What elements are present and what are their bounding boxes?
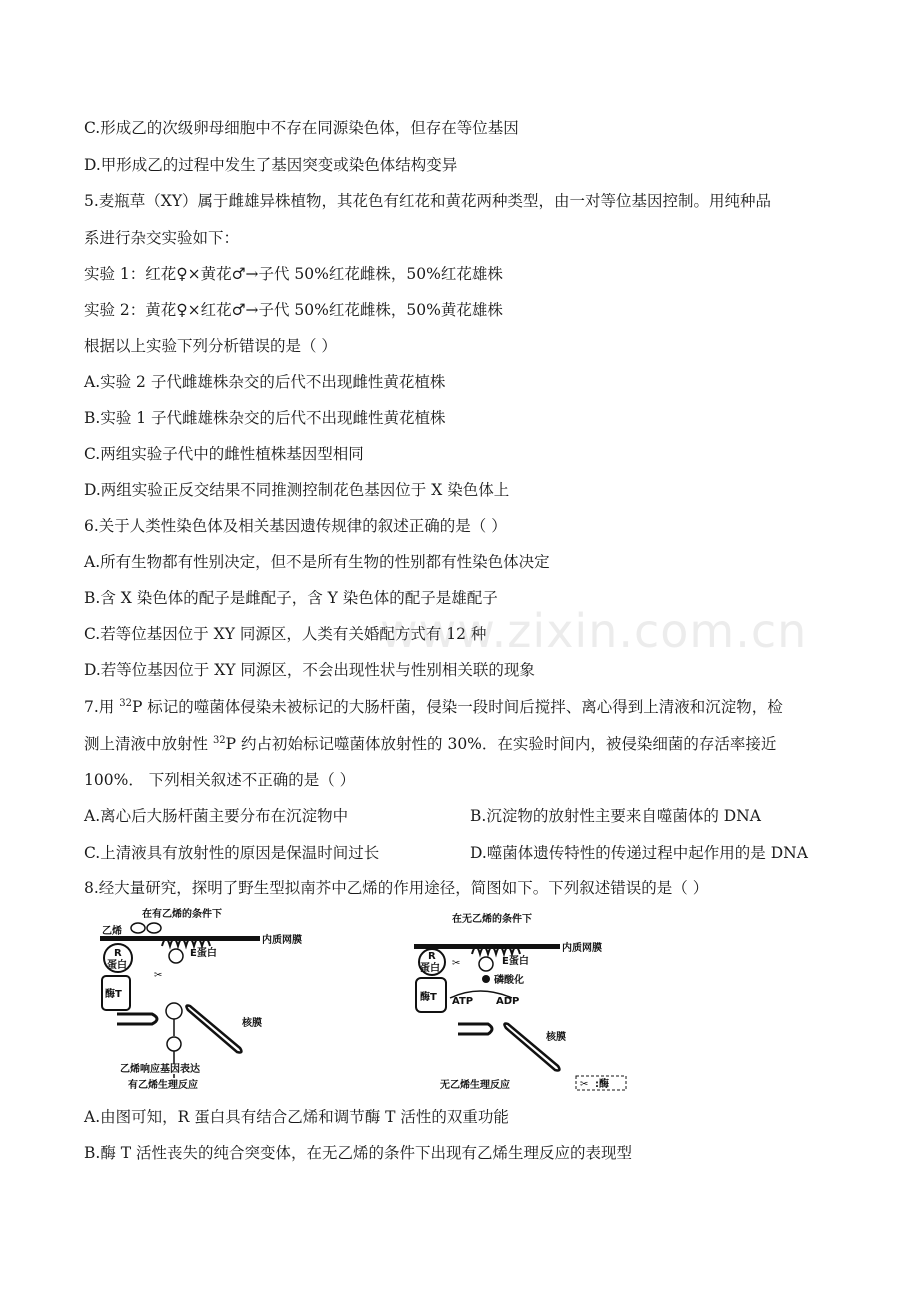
atp-label: ATP [452, 996, 474, 1007]
diagram-with-ethylene [92, 906, 322, 1091]
q8-stem: 8.经大量研究，探明了野生型拟南芥中乙烯的作用途径，简图如下。下列叙述错误的是（ ） [84, 879, 709, 897]
nuclear-membrane [186, 1006, 241, 1053]
phosphorylation-label: 磷酸化 [494, 975, 524, 986]
q6-stem: 6.关于人类性染色体及相关基因遗传规律的叙述正确的是（ ） [84, 517, 507, 535]
cleaved-fragment [166, 1003, 182, 1019]
q6-option-c: C.若等位基因位于 XY 同源区，人类有关婚配方式有 12 种 [84, 625, 487, 643]
q5-option-d: D.两组实验正反交结果不同推测控制花色基因位于 X 染色体上 [84, 481, 510, 499]
diagram-right-title: 在无乙烯的条件下 [452, 914, 532, 925]
scissors-icon: ✂ [154, 970, 163, 981]
gene-expression-label: 乙烯响应基因表达 [120, 1064, 200, 1075]
q6-option-d: D.若等位基因位于 XY 同源区，不会出现性状与性别相关联的现象 [84, 661, 535, 679]
e-protein-label: E蛋白 [502, 956, 529, 967]
svg-text:酶T: 酶T [420, 992, 437, 1003]
e-protein-label: E蛋白 [190, 948, 217, 959]
ethylene-molecule [147, 923, 161, 933]
q6-option-a: A.所有生物都有性别决定，但不是所有生物的性别都有性染色体决定 [84, 553, 550, 571]
q5-stem-line1: 5.麦瓶草（XY）属于雌雄异株植物，其花色有红花和黄花两种类型，由一对等位基因控制。用纯种品 [84, 192, 772, 210]
response-label: 有乙烯生理反应 [128, 1080, 198, 1091]
nuclear-pore [458, 1024, 492, 1034]
q5-experiment-2: 实验 2：黄花♀×红花♂→子代 50%红花雌株，50%黄花雄株 [84, 301, 503, 319]
q6-option-b: B.含 X 染色体的配子是雌配子，含 Y 染色体的配子是雄配子 [84, 589, 498, 607]
ethylene-label: 乙烯 [102, 926, 122, 937]
q5-option-b: B.实验 1 子代雌雄株杂交的后代不出现雌性黄花植株 [84, 409, 446, 427]
membrane-label: 内质网膜 [562, 943, 602, 954]
q7-option-c: C.上清液具有放射性的原因是保温时间过长 [84, 844, 380, 862]
svg-text:酶T: 酶T [105, 989, 122, 1000]
nuclear-membrane-label: 核膜 [546, 1032, 566, 1043]
membrane-label: 内质网膜 [262, 935, 302, 946]
nuclear-pore-left [117, 1014, 157, 1024]
q4-option-d: D.甲形成乙的过程中发生了基因突变或染色体结构变异 [84, 156, 458, 174]
ethylene-molecule [131, 923, 145, 933]
q7-option-d: D.噬菌体遗传特性的传递过程中起作用的是 DNA [470, 844, 808, 862]
nuclear-membrane-label: 核膜 [242, 1018, 262, 1029]
er-membrane [414, 944, 560, 949]
svg-text:蛋白: 蛋白 [107, 960, 127, 971]
q4-option-c: C.形成乙的次级卵母细胞中不存在同源染色体，但存在等位基因 [84, 119, 519, 137]
watermark: www.zixin.com.cn [380, 604, 808, 658]
q7-stem-line2: 测上清液中放射性 $^{32}$P 约占初始标记噬菌体放射性的 30%．在实验时间内，被侵染细菌的存活率接近 [84, 734, 777, 753]
nuclear-membrane [504, 1024, 559, 1071]
svg-text:R: R [114, 948, 122, 959]
legend-label: :酶 [595, 1079, 609, 1090]
fragment-in-nucleus [167, 1037, 181, 1051]
q5-option-c: C.两组实验子代中的雌性植株基因型相同 [84, 445, 364, 463]
q5-option-a: A.实验 2 子代雌雄株杂交的后代不出现雌性黄花植株 [84, 373, 446, 391]
q5-stem-line2: 系进行杂交实验如下： [84, 229, 240, 247]
scissors-icon: ✂ [452, 958, 461, 969]
q5-experiment-1: 实验 1：红花♀×黄花♂→子代 50%红花雌株，50%红花雄株 [84, 265, 503, 283]
svg-text:R: R [428, 951, 436, 962]
e-protein-domain [479, 957, 493, 971]
adp-label: ADP [496, 996, 520, 1007]
phosphate-dot [482, 975, 490, 983]
q7-stem-line3: 100%． 下列相关叙述不正确的是（ ） [84, 771, 356, 789]
q7-option-a: A.离心后大肠杆菌主要分布在沉淀物中 [84, 807, 349, 825]
q7-option-b: B.沉淀物的放射性主要来自噬菌体的 DNA [470, 807, 761, 825]
q8-option-a: A.由图可知，R 蛋白具有结合乙烯和调节酶 T 活性的双重功能 [84, 1108, 509, 1126]
svg-text:蛋白: 蛋白 [420, 963, 440, 974]
diagram-left-title: 在有乙烯的条件下 [142, 909, 222, 920]
legend-scissors-icon: ✂ [580, 1079, 589, 1090]
e-protein-domain [169, 949, 183, 963]
q5-question: 根据以上实验下列分析错误的是（ ） [84, 337, 337, 355]
diagram-without-ethylene [400, 906, 640, 1091]
response-label: 无乙烯生理反应 [440, 1080, 510, 1091]
q8-option-b: B.酶 T 活性丧失的纯合突变体，在无乙烯的条件下出现有乙烯生理反应的表现型 [84, 1144, 633, 1162]
q7-stem-line1: 7.用 $^{32}$P 标记的噬菌体侵染未被标记的大肠杆菌，侵染一段时间后搅拌、离心得到上清液和沉淀物，检 [84, 697, 783, 716]
